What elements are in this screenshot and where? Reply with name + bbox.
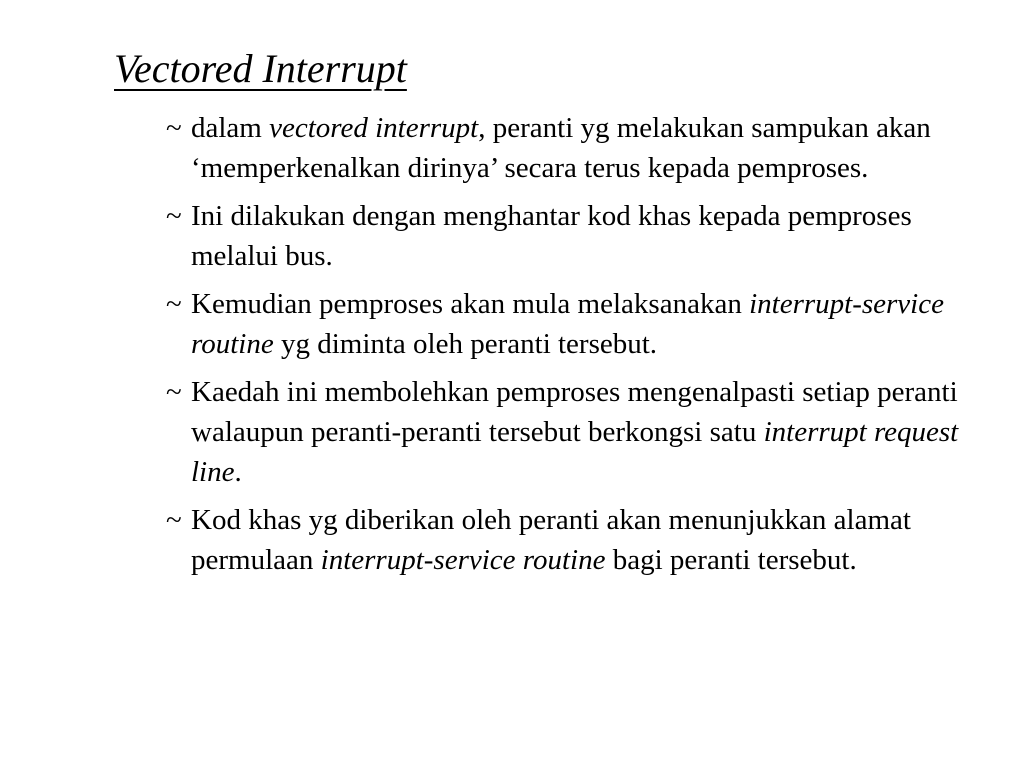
bullet-text: Kod khas yg diberikan oleh peranti akan menunjukkan alamat permulaan xyxy=(191,504,911,576)
bullet-marker: ~ xyxy=(166,376,182,408)
bullet-text: Kemudian pemproses akan mula melaksanakan xyxy=(191,288,750,320)
bullet-marker: ~ xyxy=(166,288,182,320)
slide-title: Vectored Interrupt xyxy=(114,46,407,91)
bullet-item-2 xyxy=(166,196,996,276)
bullet-marker: ~ xyxy=(166,200,182,232)
bullet-text: Kaedah ini membolehkan pemproses mengenalpasti setiap peranti walaupun peranti-peranti tersebut berkongsi satu xyxy=(191,376,958,448)
bullet-item-1 xyxy=(166,108,996,188)
bullet-list xyxy=(166,108,996,588)
bullet-italic-term: interrupt-service routine xyxy=(191,288,944,360)
bullet-item-3 xyxy=(166,284,996,364)
bullet-italic-term: interrupt-service routine xyxy=(320,544,606,576)
bullet-text: Ini dilakukan dengan menghantar kod khas kepada pemproses melalui bus. xyxy=(191,200,912,272)
bullet-text: yg diminta oleh peranti tersebut. xyxy=(273,328,658,360)
bullet-item-4 xyxy=(166,372,996,492)
bullet-italic-term: interrupt request line xyxy=(191,416,959,488)
bullet-marker: ~ xyxy=(166,504,182,536)
bullet-text: bagi peranti tersebut. xyxy=(605,544,857,576)
bullet-marker: ~ xyxy=(166,112,182,144)
bullet-italic-term: vectored interrupt xyxy=(269,112,479,144)
bullet-text: dalam xyxy=(191,112,270,144)
bullet-item-5 xyxy=(166,500,996,580)
bullet-text: , peranti yg melakukan sampukan akan ‘memperkenalkan dirinya’ secara terus kepada pemproses. xyxy=(191,112,931,184)
bullet-text: . xyxy=(234,456,242,488)
